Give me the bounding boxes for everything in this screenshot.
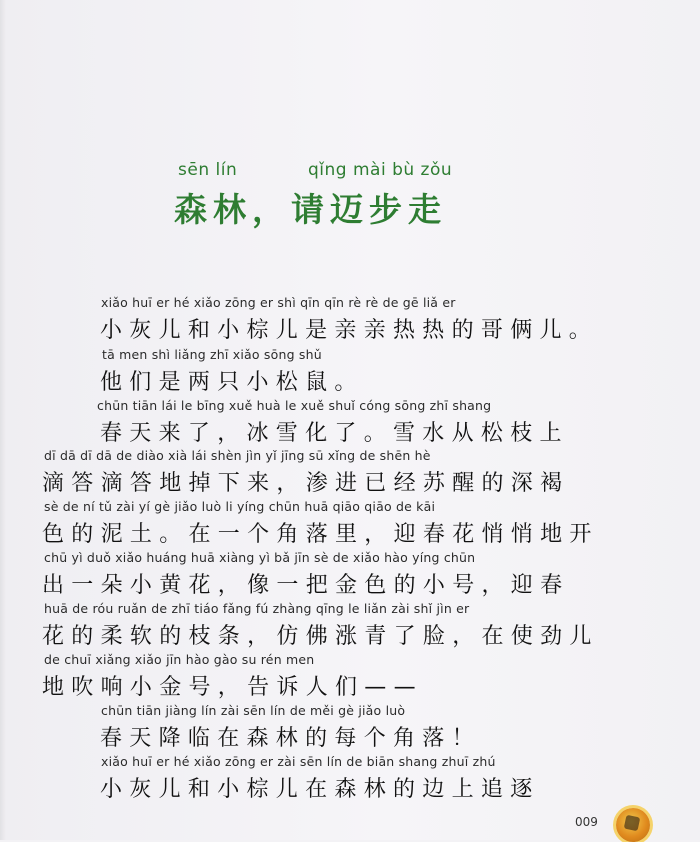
pinyin-line-8: de chuī xiǎng xiǎo jīn hào gào su rén men	[44, 652, 315, 667]
hanzi-line-1: 小灰儿和小棕儿是亲亲热热的哥俩儿。	[100, 318, 599, 343]
pinyin-line-4: dī dā dī dā de diào xià lái shèn jìn yǐ jīng sū xǐng de shēn hè	[44, 448, 431, 463]
pinyin-line-10: xiǎo huī er hé xiǎo zōng er zài sēn lín de biān shang zhuī zhú	[101, 754, 496, 769]
hanzi-line-2: 他们是两只小松鼠。	[100, 370, 364, 395]
page-fold-shadow	[0, 0, 6, 840]
hanzi-line-6: 出一朵小黄花，像一把金色的小号，迎春	[42, 573, 570, 598]
pinyin-line-7: huā de róu ruǎn de zhī tiáo fǎng fú zhàng qīng le liǎn zài shǐ jìn er	[44, 601, 470, 616]
pinyin-line-3: chūn tiān lái le bīng xuě huà le xuě shuǐ cóng sōng zhī shang	[97, 398, 492, 413]
hanzi-line-10: 小灰儿和小棕儿在森林的边上追逐	[100, 777, 540, 802]
pinyin-line-6: chū yì duǒ xiǎo huáng huā xiàng yì bǎ jīn sè de xiǎo hào yíng chūn	[44, 550, 476, 565]
title-pinyin	[0, 160, 700, 182]
hanzi-line-7: 花的柔软的枝条，仿佛涨青了脸，在使劲儿	[42, 624, 599, 649]
title-pinyin-part-1: sēn lín	[178, 160, 238, 180]
hanzi-line-5: 色的泥土。在一个角落里，迎春花悄悄地开	[42, 522, 599, 547]
pinyin-line-9: chūn tiān jiàng lín zài sēn lín de měi gè jiǎo luò	[101, 703, 406, 718]
hanzi-line-4: 滴答滴答地掉下来，渗进已经苏醒的深褐	[42, 471, 570, 496]
corner-decoration-icon	[616, 808, 650, 842]
pinyin-line-5: sè de ní tǔ zài yí gè jiǎo luò li yíng chūn huā qiāo qiāo de kāi	[44, 499, 436, 514]
page-number: 009	[575, 815, 598, 829]
pinyin-line-1: xiǎo huī er hé xiǎo zōng er shì qīn qīn rè rè de gē liǎ er	[101, 295, 456, 310]
hanzi-line-3: 春天来了，冰雪化了。雪水从松枝上	[100, 421, 569, 446]
hanzi-line-9: 春天降临在森林的每个角落！	[100, 726, 481, 751]
page-title: 森林，请迈步走	[174, 190, 447, 229]
hanzi-line-8: 地吹响小金号，告诉人们——	[42, 675, 423, 700]
title-pinyin-part-2: qǐng mài bù zǒu	[308, 160, 453, 180]
pinyin-line-2: tā men shì liǎng zhī xiǎo sōng shǔ	[102, 347, 322, 362]
